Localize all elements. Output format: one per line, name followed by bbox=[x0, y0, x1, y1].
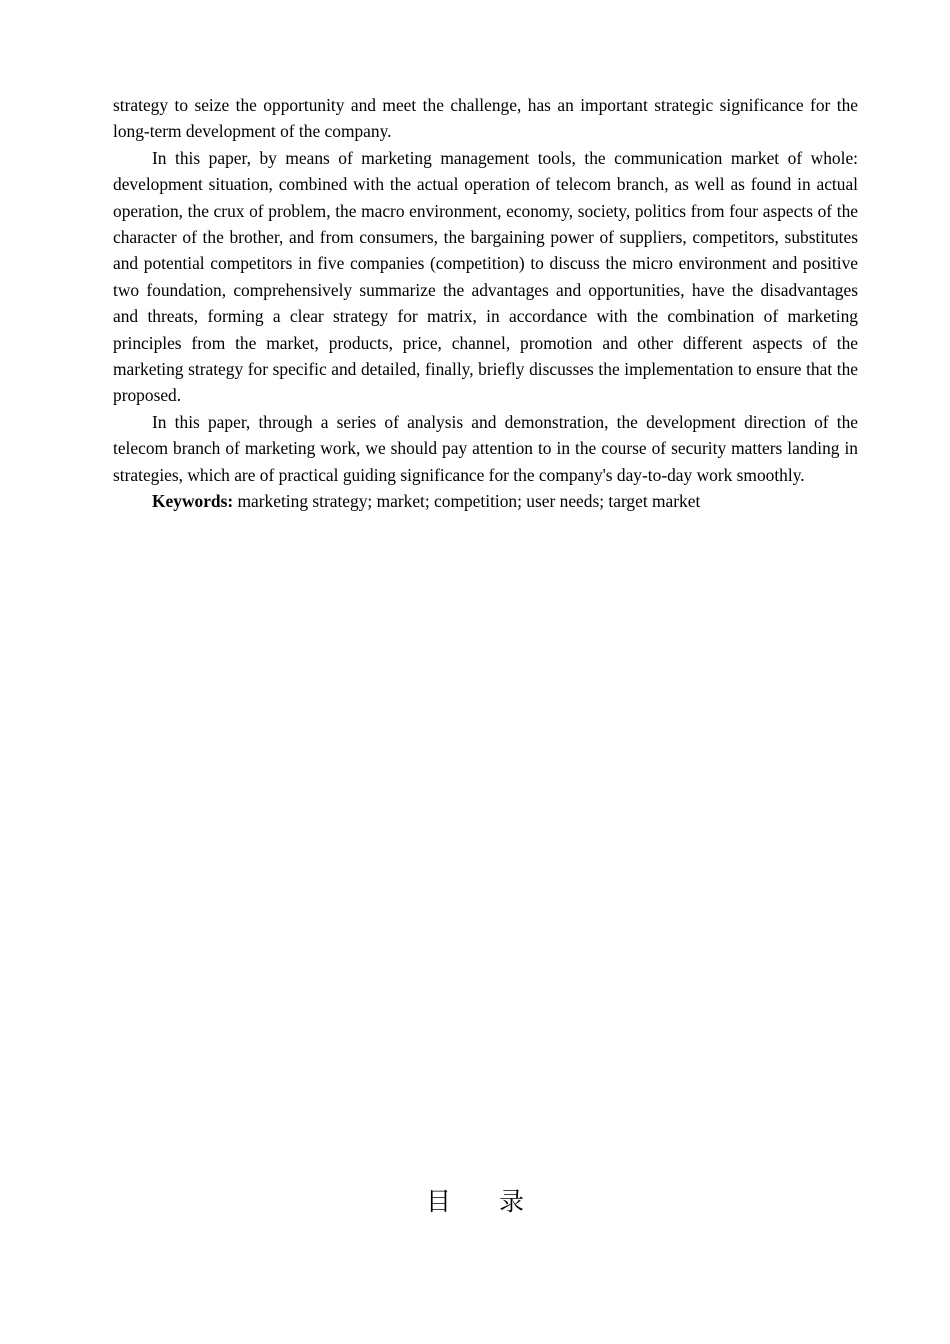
abstract-paragraph-methods: In this paper, by means of marketing management tools, the communication market of whole: development situation, combined with the actual operation of telecom branch, as well as found in actual operation, the crux of problem, the macro environment, economy, society, politics from four aspects of the character of the brother, and from consumers, the bargaining power of suppliers, competitors, substitutes and potential competitors in five companies (competition) to discuss the micro environment and positive two foundation, comprehensively summarize the advantages and opportunities, have the disadvantages and threats, forming a clear strategy for matrix, in accordance with the combination of marketing principles from the market, products, price, channel, promotion and other different aspects of the marketing strategy for specific and detailed, finally, briefly discusses the implementation to ensure that the proposed. bbox=[113, 147, 858, 406]
keywords-line bbox=[113, 488, 858, 514]
abstract-paragraph-conclusion: In this paper, through a series of analysis and demonstration, the development direction of the telecom branch of marketing work, we should pay attention to in the course of security matters landing in strategies, which are of practical guiding significance for the company's day-to-day work smoothly. bbox=[113, 411, 858, 485]
keywords-label: Keywords: bbox=[152, 491, 234, 512]
abstract-section bbox=[113, 92, 858, 515]
toc-heading-char-1: 目 bbox=[425, 1187, 451, 1216]
table-of-contents-heading bbox=[0, 1185, 950, 1219]
abstract-paragraph-continuation: strategy to seize the opportunity and meet the challenge, has an important strategic significance for the long-term development of the company. bbox=[113, 95, 858, 142]
keywords-text: marketing strategy; market; competition; user needs; target market bbox=[233, 491, 701, 512]
toc-heading-char-2: 录 bbox=[499, 1187, 525, 1216]
